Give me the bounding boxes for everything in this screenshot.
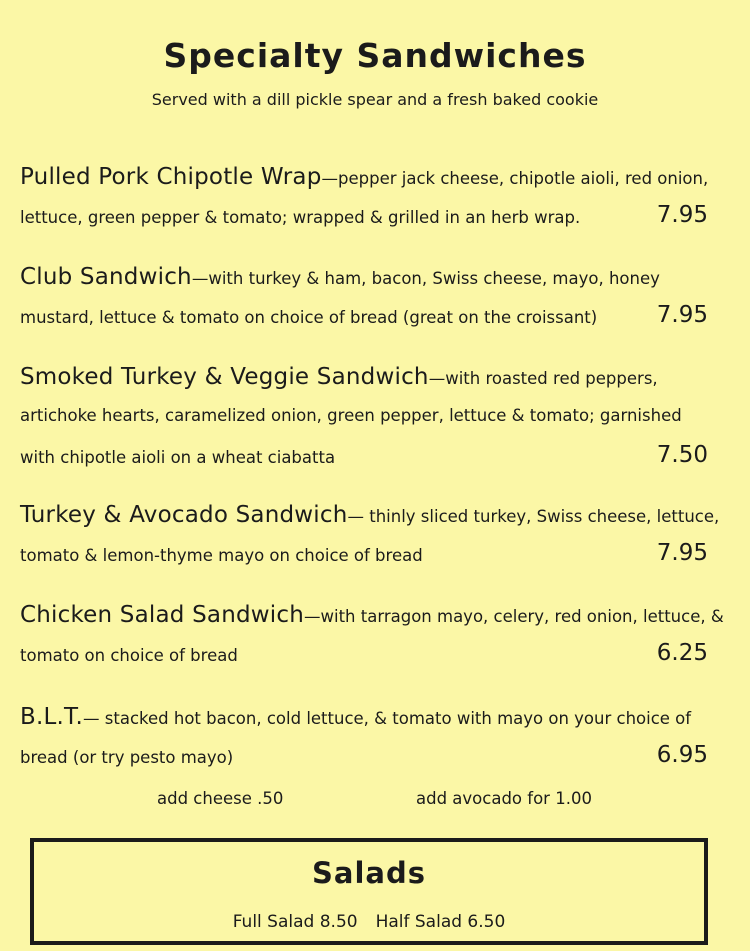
item-name: Smoked Turkey & Veggie Sandwich xyxy=(20,364,429,390)
item-desc: —with roasted red peppers, xyxy=(428,369,658,388)
item-price: 7.95 xyxy=(656,302,708,328)
item-desc: artichoke hearts, caramelized onion, green pepper, lettuce & tomato; garnished xyxy=(20,406,682,425)
full-salad-price: Full Salad 8.50 xyxy=(232,912,358,932)
item-desc: with chipotle aioli on a wheat ciabatta xyxy=(20,448,336,467)
item-desc: mustard, lettuce & tomato on choice of bread (great on the croissant) xyxy=(20,308,598,327)
addon-avocado: add avocado for 1.00 xyxy=(416,789,592,808)
item-desc: —with tarragon mayo, celery, red onion, lettuce, & xyxy=(304,607,724,626)
addon-cheese: add cheese .50 xyxy=(157,789,284,808)
item-desc: tomato on choice of bread xyxy=(20,646,238,665)
item-desc: —with turkey & ham, bacon, Swiss cheese, mayo, honey xyxy=(191,269,660,288)
salads-box xyxy=(30,838,708,945)
menu-item-chicken-salad xyxy=(20,604,730,692)
item-desc: — thinly sliced turkey, Swiss cheese, lettuce, xyxy=(347,507,720,526)
salads-title: Salads xyxy=(312,856,426,890)
item-name: Pulled Pork Chipotle Wrap xyxy=(20,164,322,190)
item-price: 6.95 xyxy=(656,742,708,768)
item-price: 7.95 xyxy=(656,540,708,566)
item-desc: lettuce, green pepper & tomato; wrapped & grilled in an herb wrap. xyxy=(20,208,581,227)
menu-item-smoked-turkey-veggie xyxy=(20,366,730,494)
item-desc: tomato & lemon-thyme mayo on choice of bread xyxy=(20,546,423,565)
item-desc: —pepper jack cheese, chipotle aioli, red onion, xyxy=(321,169,709,188)
item-price: 7.50 xyxy=(656,442,708,468)
menu-item-turkey-avocado xyxy=(20,504,730,592)
item-desc: bread (or try pesto mayo) xyxy=(20,748,234,767)
menu-item-club-sandwich xyxy=(20,266,730,354)
menu-item-blt xyxy=(20,706,730,794)
page-title: Specialty Sandwiches xyxy=(163,36,587,75)
item-price: 7.95 xyxy=(656,202,708,228)
salads-prices xyxy=(34,912,704,932)
item-price: 6.25 xyxy=(656,640,708,666)
item-name: Club Sandwich xyxy=(20,264,192,290)
item-desc: — stacked hot bacon, cold lettuce, & tomato with mayo on your choice of xyxy=(83,709,692,728)
item-name: Chicken Salad Sandwich xyxy=(20,602,304,628)
half-salad-price: Half Salad 6.50 xyxy=(375,912,506,932)
page-subtitle: Served with a dill pickle spear and a fresh baked cookie xyxy=(151,90,599,109)
item-name: Turkey & Avocado Sandwich xyxy=(20,502,348,528)
menu-item-pulled-pork xyxy=(20,166,730,254)
item-name: B.L.T. xyxy=(20,704,84,730)
